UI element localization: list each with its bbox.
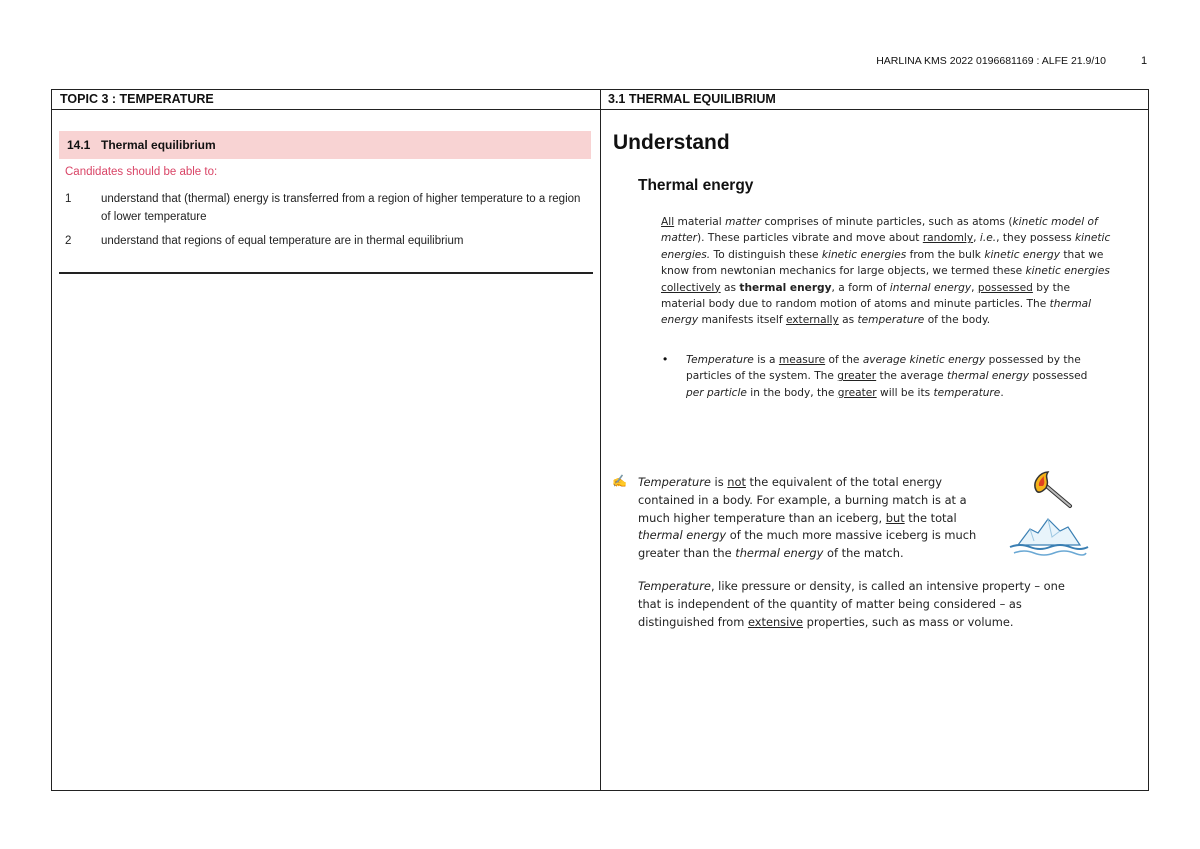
text-run: of the	[825, 354, 863, 366]
text-run: kinetic energies.	[661, 232, 1111, 261]
text-run: .	[1000, 386, 1004, 399]
text-run: greater	[837, 386, 877, 399]
objective-number: 1	[65, 193, 72, 205]
text-run: of the much more massive iceberg is much greater than the	[638, 528, 977, 561]
text-run: possessed	[977, 281, 1033, 294]
burning-match-icon	[1030, 470, 1080, 512]
objective-number: 2	[65, 235, 72, 247]
text-run: , like pressure or density, is called an intensive property – one that is independent of the quantity of matter being considered – as distinguished from	[638, 579, 1065, 629]
text-run: randomly	[922, 232, 974, 245]
text-run: is	[710, 475, 728, 489]
text-run: Temperature	[638, 579, 711, 593]
text-run: ). These particles vibrate and move about	[697, 232, 923, 245]
text-run: per particle	[686, 386, 747, 399]
content-subheading: Thermal energy	[638, 177, 754, 194]
text-run: in the body, the	[746, 386, 838, 399]
bullet-marker: •	[663, 352, 668, 366]
text-run: kinetic energies	[821, 248, 907, 261]
text-run: thermal energy	[638, 528, 727, 543]
text-run: thermal energy	[735, 546, 824, 561]
text-run: will be its	[876, 386, 934, 399]
text-run: properties, such as mass or volume.	[803, 614, 1014, 629]
text-run: from the bulk	[906, 248, 985, 261]
text-run: average kinetic energy	[862, 354, 986, 366]
page-number: 1	[1141, 55, 1148, 67]
candidates-line: Candidates should be able to:	[65, 166, 218, 178]
text-run: of the body.	[924, 314, 991, 327]
text-run: by the material body due to random motion of atoms and minute particles. The	[661, 281, 1071, 311]
column-divider	[600, 90, 601, 790]
topic-title: TOPIC 3 : TEMPERATURE	[60, 92, 214, 106]
objective-item	[65, 190, 585, 226]
section-rule	[59, 272, 593, 274]
page-header-note: HARLINA KMS 2022 0196681169 : ALFE 21.9/10	[876, 55, 1106, 67]
text-run: possessed by the particles of the system. The	[686, 354, 1081, 383]
text-run: kinetic energies	[1025, 265, 1110, 278]
section-number: 14.1	[67, 138, 91, 152]
text-run: To distinguish these	[710, 248, 822, 261]
pencil-note-icon: ✍	[612, 474, 627, 488]
text-run: All	[661, 216, 675, 228]
text-run: temperature	[933, 386, 1001, 399]
text-run: measure	[778, 354, 826, 366]
objective-item	[65, 232, 585, 250]
text-run: kinetic model of matter	[661, 216, 1098, 245]
text-run: as	[720, 281, 740, 294]
text-run: greater	[837, 370, 877, 383]
text-run: ,	[973, 232, 980, 245]
text-run: matter	[725, 216, 762, 228]
text-run: possessed	[1029, 370, 1088, 383]
objective-text: understand that (thermal) energy is transferred from a region of higher temperature to a region of lower temperature	[101, 193, 581, 223]
text-run: collectively	[661, 281, 721, 294]
text-run: manifests itself	[698, 314, 786, 327]
text-run: but	[885, 510, 905, 525]
text-run: ,	[971, 281, 978, 294]
text-run: extensive	[747, 614, 804, 629]
text-run: Temperature	[638, 475, 711, 489]
objective-text: understand that regions of equal temperature are in thermal equilibrium	[101, 235, 464, 247]
text-run: thermal energy	[947, 370, 1029, 383]
text-run: Temperature	[686, 354, 754, 366]
text-run: externally	[785, 314, 839, 327]
text-run: as	[838, 314, 858, 327]
text-run: thermal energy	[661, 298, 1092, 327]
text-run: thermal energy	[739, 281, 832, 294]
section-title: Thermal equilibrium	[101, 138, 216, 152]
content-heading: Understand	[613, 131, 730, 154]
text-run: is a	[753, 354, 779, 366]
text-run: of the match.	[823, 546, 904, 561]
header-divider	[52, 109, 1148, 110]
text-run: temperature	[857, 314, 925, 327]
text-run: , they possess	[996, 232, 1076, 245]
temperature-bullet	[686, 352, 1106, 401]
iceberg-icon	[1008, 515, 1090, 560]
subtopic-title: 3.1 THERMAL EQUILIBRIUM	[608, 92, 776, 106]
text-run: , a form of	[831, 281, 890, 294]
text-run: the total	[904, 510, 957, 525]
text-run: the equivalent of the total energy contained in a body. For example, a burning match is at a much higher temperature than an iceberg,	[638, 475, 967, 525]
text-run: material	[674, 216, 726, 228]
text-run: i.e.	[979, 232, 997, 245]
text-run: comprises of minute particles, such as atoms (	[761, 216, 1013, 228]
intensive-property-note	[638, 578, 1078, 631]
text-run: kinetic energy	[984, 248, 1061, 261]
text-run: not	[727, 475, 746, 489]
temperature-note	[638, 474, 978, 563]
text-run: the average	[876, 370, 948, 383]
text-run: that we know from newtonian mechanics for large objects, we termed these	[661, 248, 1104, 278]
syllabus-section-bar	[59, 131, 591, 159]
thermal-energy-paragraph	[661, 214, 1111, 329]
text-run: internal energy	[889, 281, 972, 294]
